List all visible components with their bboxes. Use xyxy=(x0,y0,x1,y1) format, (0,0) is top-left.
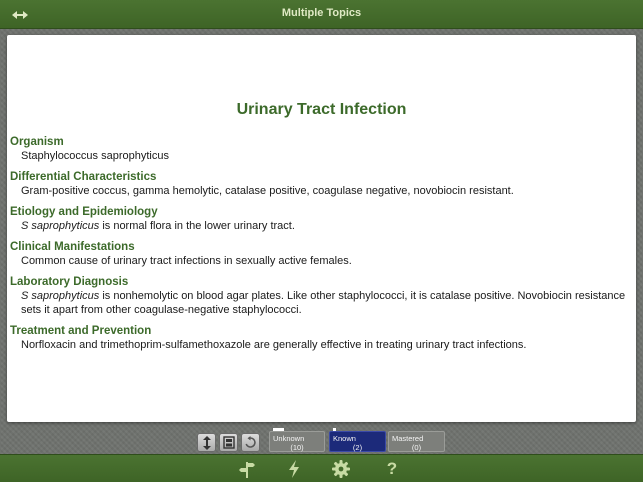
bin-count: (10) xyxy=(290,443,304,452)
top-bar xyxy=(0,0,643,29)
lightning-icon[interactable] xyxy=(284,459,304,479)
section-heading: Organism xyxy=(10,136,64,148)
bin-label: Mastered xyxy=(392,434,424,443)
bin-unknown-button[interactable] xyxy=(269,431,325,452)
section-heading: Clinical Manifestations xyxy=(10,241,135,253)
section-body: S saprophyticus is nonhemolytic on blood agar plates. Like other staphylococci, it is catalase positive. Novobiocin resistance sets it apart from other coagulase-negative staphylococci. xyxy=(21,290,626,316)
section-etiology xyxy=(10,205,626,233)
section-heading: Etiology and Epidemiology xyxy=(10,206,158,218)
card-layout-icon[interactable] xyxy=(219,433,238,452)
bin-count: (2) xyxy=(352,443,363,452)
resize-vertical-icon[interactable] xyxy=(197,433,216,452)
help-label: ? xyxy=(386,459,398,478)
section-heading: Treatment and Prevention xyxy=(10,325,152,337)
flashcard[interactable] xyxy=(7,35,636,422)
card-sections xyxy=(10,135,626,359)
section-clinical-manifestations xyxy=(10,240,626,268)
header-title: Multiple Topics xyxy=(281,7,362,19)
section-body: Common cause of urinary tract infections in sexually active females. xyxy=(21,255,352,267)
card-title: Urinary Tract Infection xyxy=(236,101,407,118)
bin-label: Known xyxy=(333,434,356,443)
bin-count: (0) xyxy=(411,443,422,452)
help-icon[interactable] xyxy=(382,459,402,479)
gear-icon[interactable] xyxy=(331,459,351,479)
section-body: Norfloxacin and trimethoprim-sulfamethoxazole are generally effective in treating urinary tract infections. xyxy=(21,339,527,351)
section-heading: Laboratory Diagnosis xyxy=(10,276,129,288)
section-body: S saprophyticus is normal flora in the lower urinary tract. xyxy=(21,220,295,232)
section-body: Gram-positive coccus, gamma hemolytic, catalase positive, coagulase negative, novobiocin resistant. xyxy=(21,185,514,197)
section-differential-characteristics xyxy=(10,170,626,198)
undo-icon[interactable] xyxy=(241,433,260,452)
section-heading: Differential Characteristics xyxy=(10,171,157,183)
card-controls xyxy=(0,428,643,454)
signpost-icon[interactable] xyxy=(237,459,257,479)
section-body: Staphylococcus saprophyticus xyxy=(21,150,169,162)
bin-label: Unknown xyxy=(273,434,305,443)
section-laboratory-diagnosis xyxy=(10,275,626,317)
section-treatment xyxy=(10,324,626,352)
bin-known-button[interactable] xyxy=(329,431,386,452)
section-organism xyxy=(10,135,626,163)
bin-mastered-button[interactable] xyxy=(388,431,445,452)
bottom-toolbar xyxy=(0,454,643,482)
